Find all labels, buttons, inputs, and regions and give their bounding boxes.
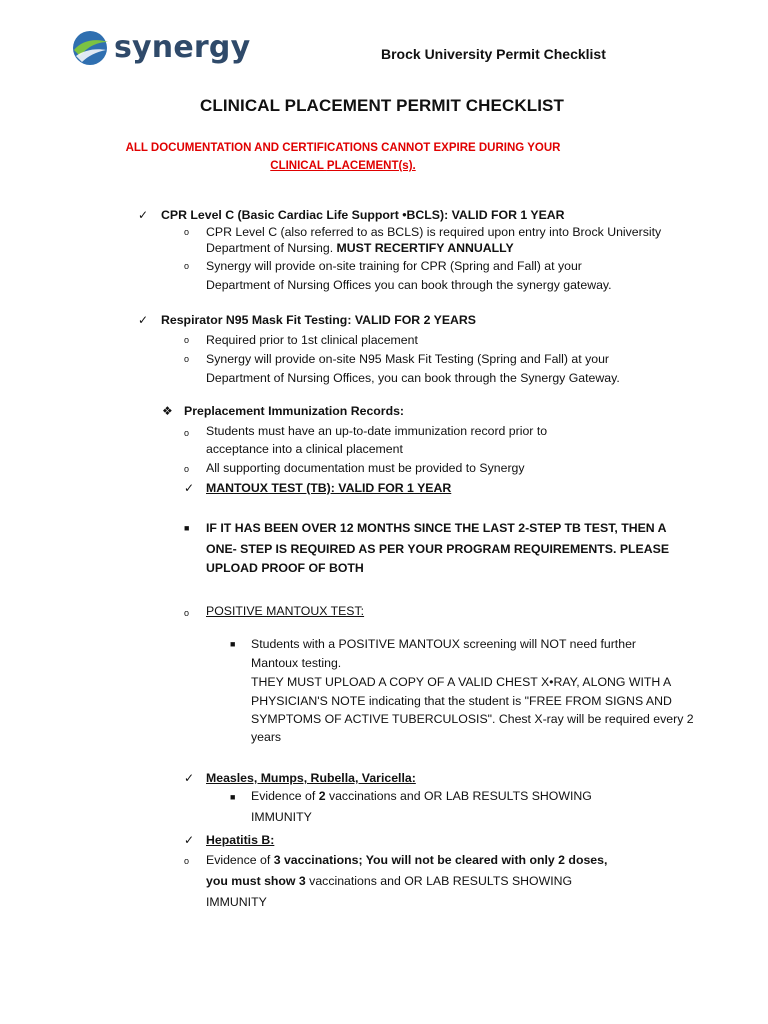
expiry-warning-line1: ALL DOCUMENTATION AND CERTIFICATIONS CANNOT EXPIRE DURING YOUR — [125, 142, 561, 154]
positive-line4: PHYSICIAN'S NOTE indicating that the student is "FREE FROM SIGNS AND — [251, 694, 672, 708]
square-bullet-icon: ■ — [230, 639, 236, 649]
hepb-line1 — [206, 851, 607, 869]
synergy-swoosh-icon — [70, 28, 112, 68]
positive-line6: years — [251, 730, 282, 744]
circle-bullet-icon: o — [184, 227, 190, 237]
circle-bullet-icon: o — [184, 335, 190, 345]
positive-line3: THEY MUST UPLOAD A COPY OF A VALID CHEST X•RAY, ALONG WITH A — [251, 675, 672, 689]
circle-bullet-icon: o — [184, 261, 190, 271]
n95-bullet2-line1: Synergy will provide on-site N95 Mask Fit Testing (Spring and Fall) at your — [206, 352, 610, 366]
immunization-heading: Preplacement Immunization Records: — [184, 404, 405, 418]
tb-notice-line1: IF IT HAS BEEN OVER 12 MONTHS SINCE THE LAST 2-STEP TB TEST, THEN A — [206, 521, 667, 535]
mmrv-line2: IMMUNITY — [251, 810, 312, 824]
immun-bullet1-line1: Students must have an up-to-date immunization record prior to — [206, 424, 548, 438]
circle-bullet-icon: o — [184, 608, 190, 618]
document-label: Brock University Permit Checklist — [381, 46, 606, 62]
hepb-heading: Hepatitis B: — [206, 833, 275, 847]
check-icon: ✓ — [184, 833, 195, 847]
warning-placement: PLACEMENT(s). — [326, 160, 416, 172]
page-title: CLINICAL PLACEMENT PERMIT CHECKLIST — [200, 96, 564, 115]
check-icon: ✓ — [138, 208, 149, 222]
mmrv-line1 — [251, 787, 592, 805]
immun-bullet1-line2: acceptance into a clinical placement — [206, 442, 403, 456]
hepb-line3: IMMUNITY — [206, 895, 267, 909]
mmrv-rest-text: vaccinations and OR LAB RESULTS SHOWING — [325, 789, 592, 803]
n95-bullet2-line2: Department of Nursing Offices, you can book through the Synergy Gateway. — [206, 371, 620, 385]
hepb-rest-text: vaccinations and OR LAB RESULTS SHOWING — [305, 874, 573, 888]
n95-heading: Respirator N95 Mask Fit Testing: VALID FOR 2 YEARS — [161, 313, 476, 327]
cpr-bullet2-line1: Synergy will provide on-site training for CPR (Spring and Fall) at your — [206, 259, 582, 273]
mmrv-count: 2 — [318, 789, 326, 803]
cpr-bullet1-line1: CPR Level C (also referred to as BCLS) is required upon entry into Brock University — [206, 225, 662, 239]
hepb-vaccination-text: 3 vaccinations; You will not be cleared with only 2 doses, — [273, 853, 608, 867]
circle-bullet-icon: o — [184, 464, 190, 474]
tb-notice-line3: UPLOAD PROOF OF BOTH — [206, 561, 364, 575]
logo-text: synergy — [114, 30, 251, 65]
cpr-recertify-text: MUST RECERTIFY ANNUALLY — [336, 241, 514, 255]
positive-line1: Students with a POSITIVE MANTOUX screening will NOT need further — [251, 637, 636, 651]
diamond-bullet-icon: ❖ — [162, 404, 173, 418]
mantoux-heading: MANTOUX TEST (TB): VALID FOR 1 YEAR — [206, 481, 452, 495]
n95-bullet1: Required prior to 1st clinical placement — [206, 333, 418, 347]
expiry-warning-line2 — [118, 157, 568, 175]
positive-line2: Mantoux testing. — [251, 656, 342, 670]
square-bullet-icon: ■ — [184, 523, 190, 533]
circle-bullet-icon: o — [184, 428, 190, 438]
immun-bullet2: All supporting documentation must be provided to Synergy — [206, 461, 525, 475]
hepb-evidence-text: Evidence of — [206, 853, 274, 867]
check-icon: ✓ — [184, 771, 195, 785]
cpr-bullet1-line2 — [206, 239, 514, 257]
hepb-line2 — [206, 872, 572, 890]
cpr-dept-text: Department of Nursing. — [206, 241, 337, 255]
cpr-bullet2-line2: Department of Nursing Offices you can book through the synergy gateway. — [206, 278, 612, 292]
circle-bullet-icon: o — [184, 354, 190, 364]
synergy-logo — [70, 28, 251, 72]
mmrv-evidence-text: Evidence of — [251, 789, 319, 803]
square-bullet-icon: ■ — [230, 792, 236, 802]
cpr-heading: CPR Level C (Basic Cardiac Life Support •BCLS): VALID FOR 1 YEAR — [161, 208, 565, 222]
warning-clinical: CLINICAL — [270, 160, 327, 172]
positive-line5: SYMPTOMS OF ACTIVE TUBERCULOSIS". Chest X-ray will be required every 2 — [251, 712, 694, 726]
mmrv-heading: Measles, Mumps, Rubella, Varicella: — [206, 771, 416, 785]
positive-mantoux-heading: POSITIVE MANTOUX TEST: — [206, 604, 365, 618]
check-icon: ✓ — [138, 313, 149, 327]
check-icon: ✓ — [184, 481, 195, 495]
hepb-must-show-text: you must show 3 — [206, 874, 306, 888]
circle-bullet-icon: o — [184, 856, 190, 866]
tb-notice-line2: ONE- STEP IS REQUIRED AS PER YOUR PROGRAM REQUIREMENTS. PLEASE — [206, 542, 670, 556]
